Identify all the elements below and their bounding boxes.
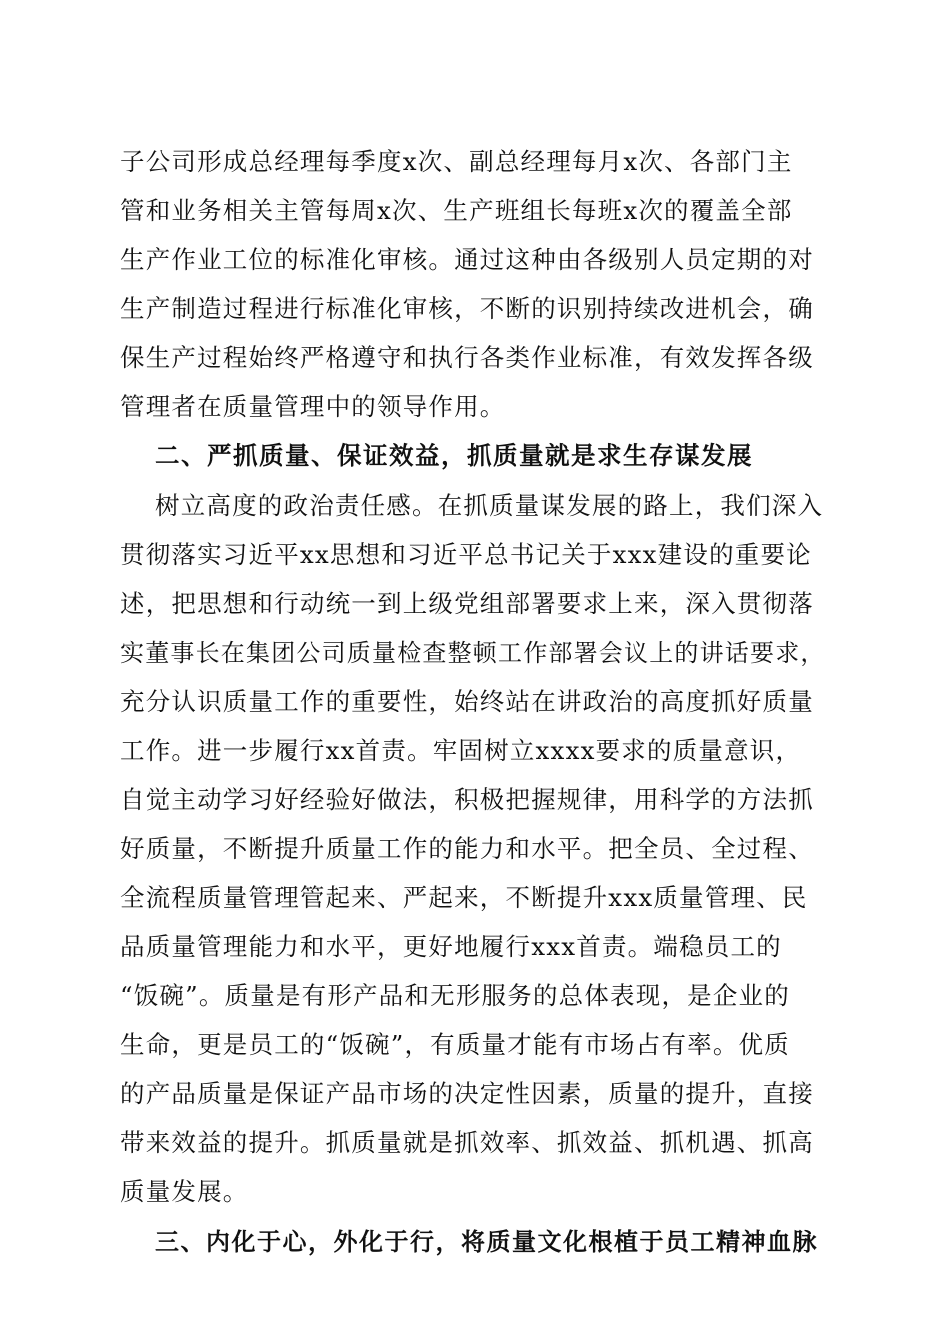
paragraph-line: 管理者在质量管理中的领导作用。 [120, 392, 506, 421]
paragraph-line: 子公司形成总经理每季度x次、副总经理每月x次、各部门主 [120, 147, 793, 176]
paragraph-line: 工作。进一步履行xx首责。牢固树立xxxx要求的质量意识， [120, 736, 802, 765]
paragraph-line: 生产制造过程进行标准化审核，不断的识别持续改进机会，确 [120, 294, 814, 323]
paragraph-line: 生命，更是员工的“饭碗”，有质量才能有市场占有率。优质 [120, 1030, 790, 1059]
paragraph-line: “饭碗”。质量是有形产品和无形服务的总体表现，是企业的 [120, 981, 790, 1010]
paragraph-line: 质量发展。 [120, 1177, 249, 1206]
paragraph-line: 树立高度的政治责任感。在抓质量谋发展的路上，我们深入 [155, 491, 824, 520]
paragraph-line: 保生产过程始终严格遵守和执行各类作业标准，有效发挥各级 [120, 343, 814, 372]
paragraph-line: 充分认识质量工作的重要性，始终站在讲政治的高度抓好质量 [120, 687, 814, 716]
paragraph-line: 贯彻落实习近平xx思想和习近平总书记关于xxx建设的重要论 [120, 540, 812, 569]
paragraph-line: 自觉主动学习好经验好做法，积极把握规律，用科学的方法抓 [120, 785, 814, 814]
section-heading-3: 三、内化于心，外化于行，将质量文化根植于员工精神血脉 [155, 1228, 818, 1256]
paragraph-line: 品质量管理能力和水平，更好地履行xxx首责。端稳员工的 [120, 932, 782, 961]
paragraph-line: 述，把思想和行动统一到上级党组部署要求上来，深入贯彻落 [120, 589, 814, 618]
paragraph-line: 管和业务相关主管每周x次、生产班组长每班x次的覆盖全部 [120, 196, 793, 225]
paragraph-line: 的产品质量是保证产品市场的决定性因素，质量的提升，直接 [120, 1079, 814, 1108]
paragraph-line: 实董事长在集团公司质量检查整顿工作部署会议上的讲话要求， [120, 639, 826, 667]
paragraph-line: 全流程质量管理管起来、严起来，不断提升xxx质量管理、民 [120, 883, 808, 912]
section-heading-2: 二、严抓质量、保证效益，抓质量就是求生存谋发展 [155, 441, 753, 470]
paragraph-line: 带来效益的提升。抓质量就是抓效率、抓效益、抓机遇、抓高 [120, 1128, 814, 1157]
paragraph-line: 生产作业工位的标准化审核。通过这种由各级别人员定期的对 [120, 245, 814, 274]
paragraph-line: 好质量，不断提升质量工作的能力和水平。把全员、全过程、 [120, 834, 814, 863]
